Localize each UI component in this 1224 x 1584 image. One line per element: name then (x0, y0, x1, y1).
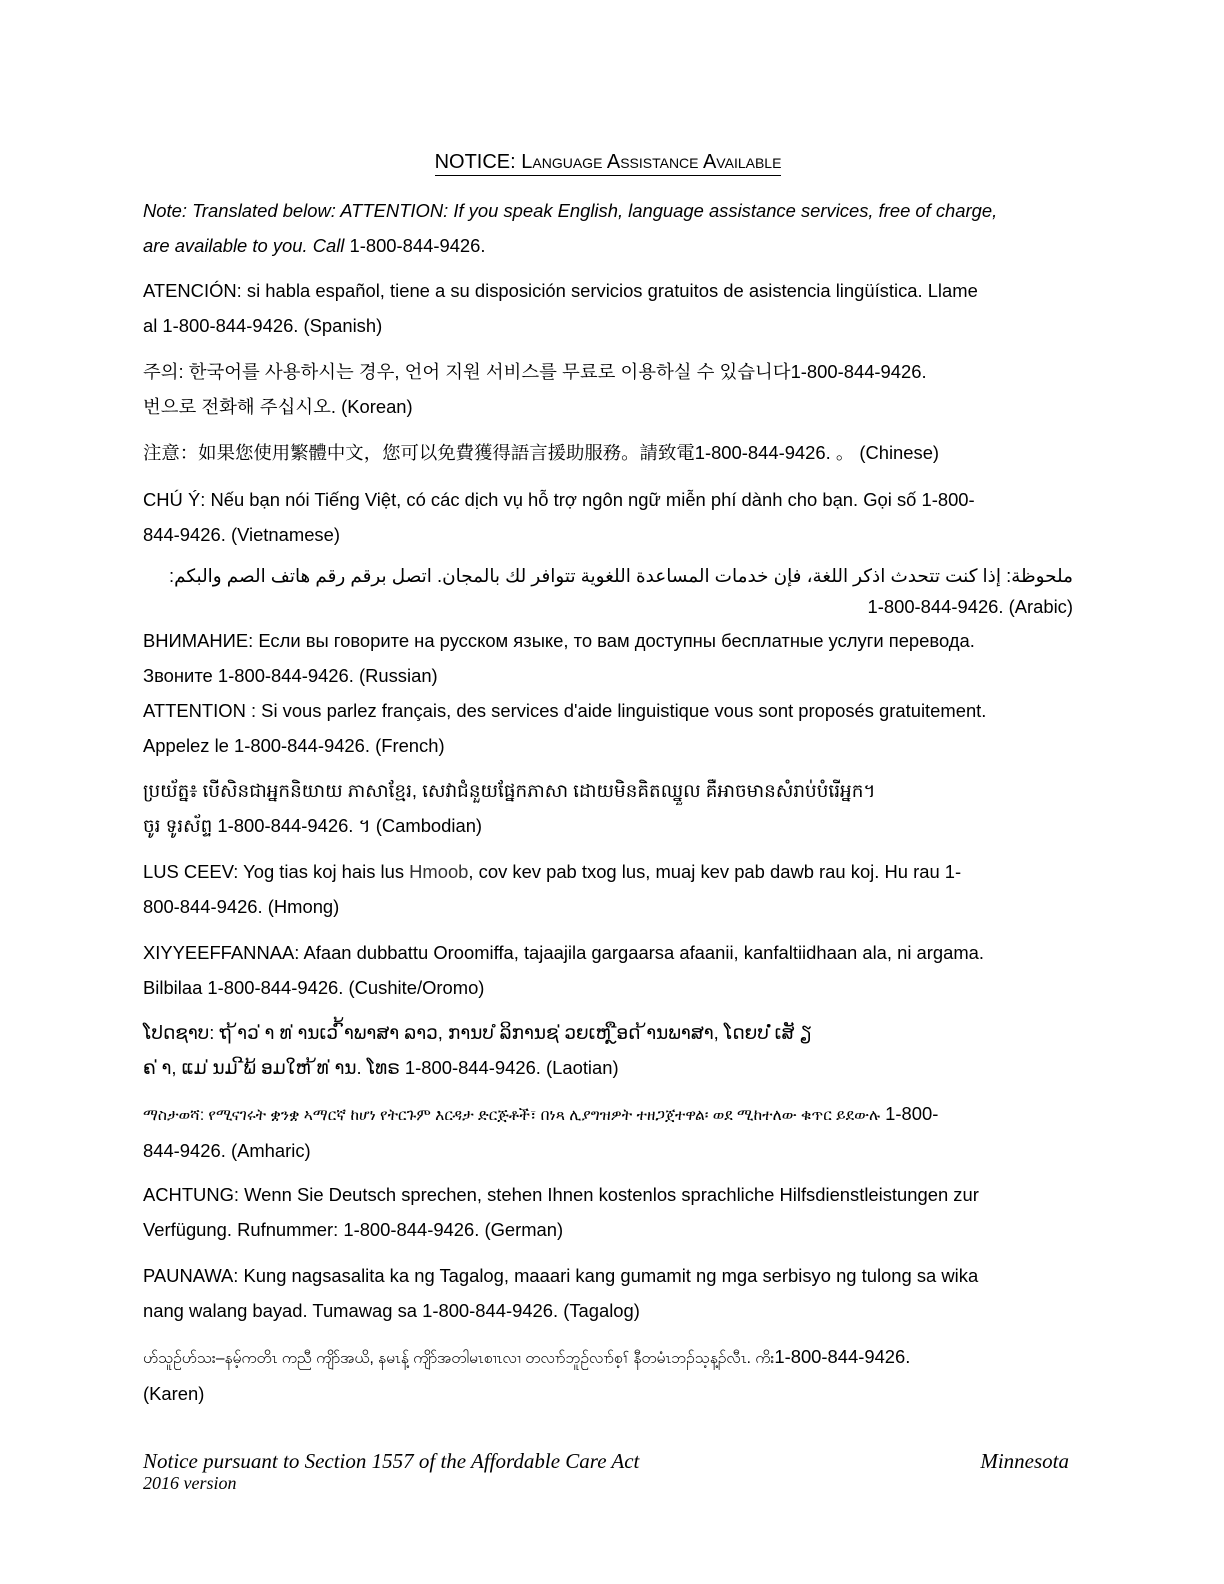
entry-oromo (143, 936, 1073, 1005)
hmong-text-a: LUS CEEV: Yog tias koj hais lus (143, 861, 410, 882)
entry-french (143, 694, 1073, 763)
entry-line: 1-800-844-9426. (Arabic) (867, 596, 1073, 617)
entry-line: Verfügung. Rufnummer: 1-800-844-9426. (German) (143, 1218, 564, 1240)
note-phone: 1-800-844-9426. (344, 234, 486, 256)
entry-korean (143, 355, 1073, 424)
note-line-1: Note: Translated below: ATTENTION: If you speak English, language assistance services, free of charge, (143, 200, 998, 221)
entry-line: ចូរ ទូរស័ព្ទ 1-800-844-9426. ។ (Cambodian) (143, 814, 483, 836)
entry-line: CHÚ Ý: Nếu bạn nói Tiếng Việt, có các dịch vụ hỗ trợ ngôn ngữ miễn phí dành cho bạn. Gọi số 1-800- (143, 489, 975, 510)
entry-amharic (143, 1097, 1073, 1168)
entry-chinese (143, 436, 1073, 471)
amharic-script: ማስታወሻ: የሚናገሩት ቋንቋ ኣማርኛ ከሆነ የትርጉም እርዳታ ድርጅቶች፣ በነጻ ሊያግዝዎት ተዘጋጀተዋል፡ ወደ ሚከተለው ቁጥር ይደውሉ (143, 1107, 881, 1124)
entry-line: al 1-800-844-9426. (Spanish) (143, 314, 383, 336)
entry-laotian (143, 1016, 1073, 1085)
entry-line: ملحوظة: إذا كنت تتحدث اذكر اللغة، فإن خدمات المساعدة اللغوية تتوافر لك بالمجان. اتصل برقم رقم هاتف الصم والبكم: (169, 565, 1073, 586)
page-title-underlined (435, 150, 782, 176)
entry-german (143, 1178, 1073, 1247)
entry-line: Звоните 1-800-844-9426. (Russian) (143, 664, 438, 686)
entry-line: ATTENTION : Si vous parlez français, des services d'aide linguistique vous sont proposés gratuitement. (143, 700, 987, 721)
entry-line: ACHTUNG: Wenn Sie Deutsch sprechen, stehen Ihnen kostenlos sprachliche Hilfsdienstleistungen zur (143, 1184, 979, 1205)
entry-line: XIYYEEFFANNAA: Afaan dubbattu Oroomiffa, tajaajila gargaarsa afaanii, kanfaltiidhaan ala, ni argama. (143, 942, 985, 963)
entry-line (143, 1097, 1073, 1134)
title-rest: Language Assistance Available (521, 151, 782, 173)
entry-line (143, 1340, 1073, 1377)
note-line-2 (143, 229, 1073, 264)
entry-line: nang walang bayad. Tumawag sa 1-800-844-9426. (Tagalog) (143, 1299, 640, 1321)
entry-karen (143, 1340, 1073, 1411)
amharic-phone: 1-800- (880, 1103, 939, 1124)
entry-line: PAUNAWA: Kung nagsasalita ka ng Tagalog, maaari kang gumamit ng mga serbisyo ng tulong sa wika (143, 1265, 979, 1286)
entry-line: (Karen) (143, 1382, 205, 1404)
entry-russian (143, 624, 1073, 693)
note-line-2-italic: are available to you. Call (143, 234, 345, 256)
entry-line: Appelez le 1-800-844-9426. (French) (143, 734, 445, 756)
entry-line: 注意：如果您使用繁體中文，您可以免費獲得語言援助服務。請致電1-800-844-9426. 。 (Chinese) (143, 442, 940, 463)
entry-hmong (143, 855, 1073, 924)
entry-line: 800-844-9426. (Hmong) (143, 895, 340, 917)
entry-spanish (143, 274, 1073, 343)
karen-script: ဟ်သူဉ်ဟ်သး–နမ့်ကတိၤ ကညီ ကျိာ်အယိ, နမၤန့် ကျိာ်အတါမၤစၢၤလၢ တလၢာ်ဘူဉ်လၢာ်စ့ၢ် နီတမံၤဘၣ်သ့န့ၣ်လီၤ. ကိး (143, 1350, 775, 1367)
entry-line: 번으로 전화해 주십시오. (Korean) (143, 395, 413, 417)
entry-cambodian (143, 774, 1073, 843)
entry-line: ໂປດຊາບ: ຖ ້າວ ່າ ທ ່ານເວ ົ້າພາສາ ລາວ, ການບ ໍລິການຊ ່ວຍເຫ ຼືອດ ້ານພາສາ, ໂດຍບ ໍ່ເສັ ຽ (143, 1022, 812, 1043)
entry-line: ATENCIÓN: si habla español, tiene a su disposición servicios gratuitos de asistencia lingüística. Llame (143, 280, 978, 301)
entry-line: ВНИМАНИЕ: Если вы говорите на русском языке, то вам доступны бесплатные услуги перевода. (143, 630, 975, 651)
entry-line: 844-9426. (Vietnamese) (143, 523, 340, 545)
page-title (143, 148, 1073, 176)
hmoob-word: Hmoob (409, 861, 469, 882)
entry-arabic (143, 560, 1073, 622)
entry-line (143, 855, 1073, 890)
footer-version: 2016 version (143, 1473, 237, 1493)
hmong-text-c: , cov kev pab txog lus, muaj kev pab dawb rau koj. Hu rau 1- (468, 861, 962, 882)
entry-vietnamese (143, 483, 1073, 552)
entry-line: ຄ ່າ, ແມ ່ນມ ີພ້ ອມໃຫ ້ທ ່ານ. ໂທຣ 1-800-844-9426. (Laotian) (143, 1056, 619, 1078)
entry-line: Bilbilaa 1-800-844-9426. (Cushite/Oromo) (143, 976, 485, 998)
entry-line: 주의: 한국어를 사용하시는 경우, 언어 지원 서비스를 무료로 이용하실 수 있습니다1-800-844-9426. (143, 361, 927, 382)
entry-tagalog (143, 1259, 1073, 1328)
entry-line: ប្រយ័ត្ន៖ បើសិនជាអ្នកនិយាយ ភាសាខ្មែរ, សេវាជំនួយផ្នែកភាសា ដោយមិនគិតឈ្នួល គឺអាចមានសំរាប់បំរើអ្នក។ (143, 780, 876, 801)
karen-phone: 1-800-844-9426. (774, 1346, 911, 1367)
footer-state: Minnesota (980, 1449, 1069, 1473)
title-prefix: NOTICE: (434, 151, 516, 173)
english-note (143, 194, 1073, 263)
entry-line: 844-9426. (Amharic) (143, 1139, 311, 1161)
footer-notice-text: Notice pursuant to Section 1557 of the Affordable Care Act (143, 1449, 640, 1473)
